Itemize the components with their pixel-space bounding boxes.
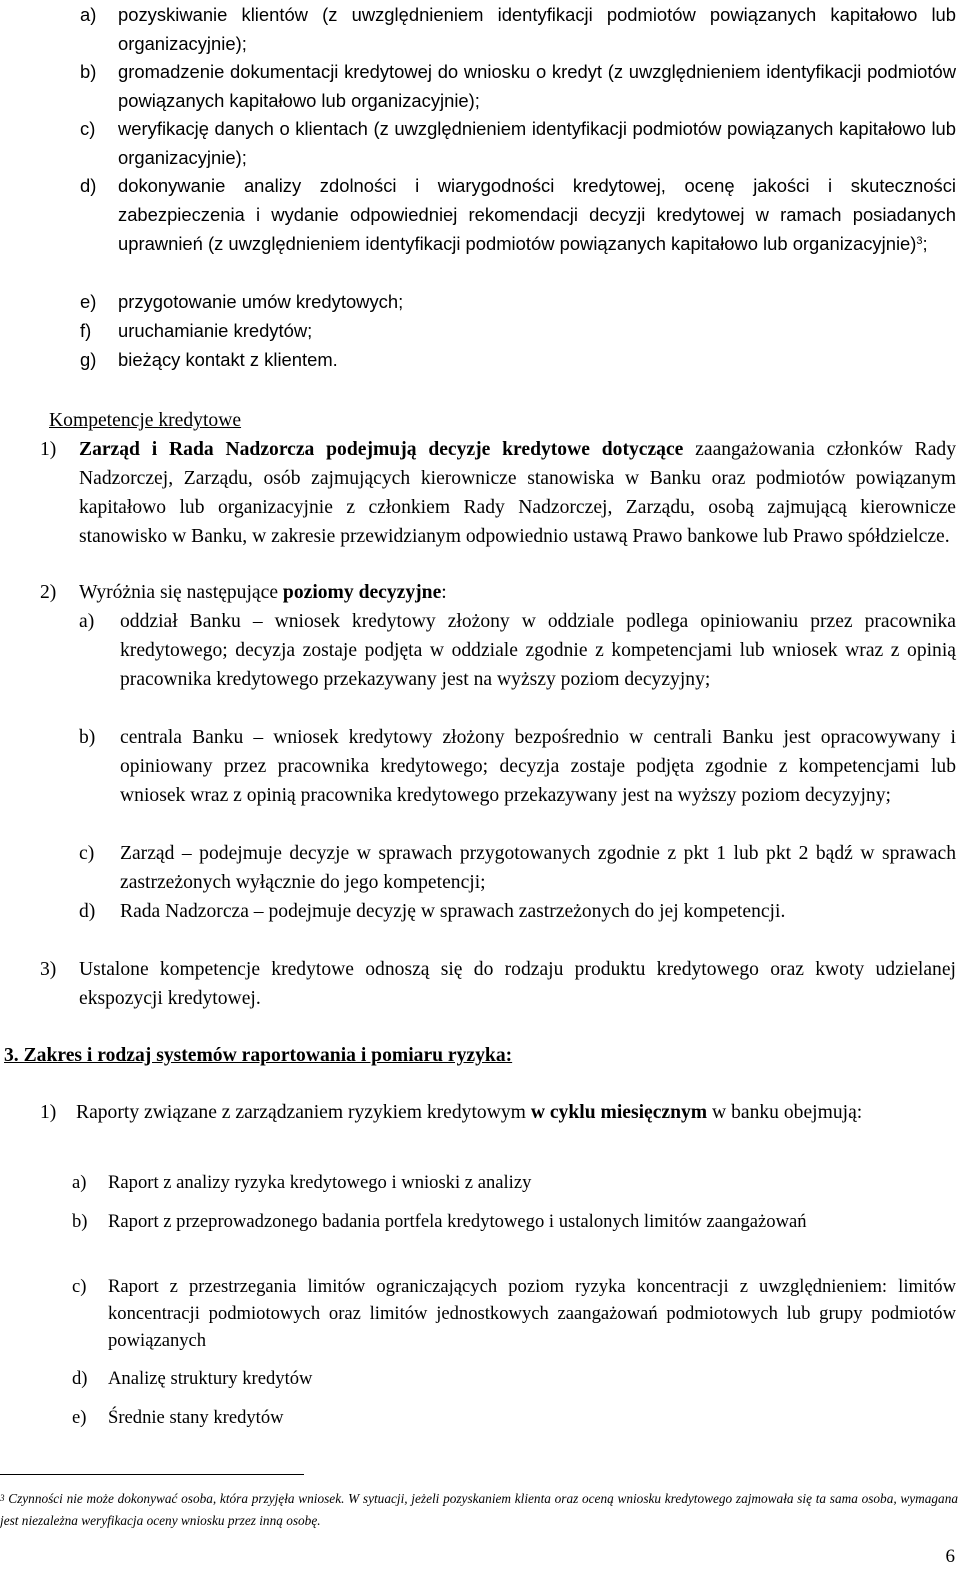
list-item bbox=[80, 287, 956, 316]
report-text: Raport z przeprowadzonego badania portfela kredytowego i ustalonych limitów zaangażowań bbox=[108, 1211, 807, 1232]
item-text bbox=[79, 578, 956, 607]
list-item bbox=[80, 0, 956, 58]
item-post: w banku obejmują: bbox=[707, 1102, 863, 1123]
item-text bbox=[79, 435, 956, 551]
report-label: c) bbox=[72, 1276, 87, 1297]
sublist-item bbox=[79, 839, 956, 897]
report-label: d) bbox=[72, 1368, 88, 1389]
item-pre: Wyróżnia się następujące bbox=[79, 582, 283, 603]
report-text: Raport z analizy ryzyka kredytowego i wnioski z analizy bbox=[108, 1172, 532, 1193]
footnote-text: Czynności nie może dokonywać osoba, która przyjęła wniosek. W sytuacji, jeżeli pozyskaniem klienta oraz oceną wniosku kredytowego zajmowała się ta sama osoba, wymagana jest niezależna weryfikacja oceny wniosku przez inną osobę. bbox=[0, 1491, 958, 1528]
list-label: b) bbox=[80, 61, 97, 82]
sub-text: oddział Banku – wniosek kredytowy złożony w oddziale podlega opiniowaniu przez pracownika kredytowego; decyzja zostaje podjęta w oddziale zgodnie z kompetencjami lub wniosek wraz z opinią pracownika kredytowego przekazywany jest na wyższy poziom decyzyjny; bbox=[120, 611, 956, 690]
item-label: 2) bbox=[40, 582, 57, 603]
item-label: 1) bbox=[40, 439, 57, 460]
item-label: 1) bbox=[40, 1102, 57, 1123]
sub-text: centrala Banku – wniosek kredytowy złożony bezpośrednio w centrali Banku jest opracowywany i opiniowany przez pracownika kredytowego; decyzja zostaje podjęta zgodnie z kompetencjami lub wniosek wraz z opinią pracownika kredytowego przekazywany jest na wyższy poziom decyzyjny; bbox=[120, 727, 956, 806]
section-heading: 3. Zakres i rodzaj systemów raportowania i pomiaru ryzyka: bbox=[4, 1045, 513, 1066]
report-item bbox=[72, 1365, 956, 1392]
report-item bbox=[72, 1404, 956, 1431]
competence-item-3 bbox=[40, 955, 956, 1013]
report-item bbox=[72, 1273, 956, 1354]
list-text: uruchamianie kredytów; bbox=[118, 320, 313, 341]
list-text: przygotowanie umów kredytowych; bbox=[118, 291, 404, 312]
list-item bbox=[80, 57, 956, 115]
footnote-ref[interactable]: 3 bbox=[916, 235, 923, 247]
list-text bbox=[118, 171, 956, 258]
report-text: Analizę struktury kredytów bbox=[108, 1368, 313, 1389]
item-rest: zaangażowania członków Rady Nadzorczej, Zarządu, osób zajmujących kierownicze stanowiska w Banku oraz podmiotów powiązanym kapitałowo lub organizacyjnie z członkiem Rady Nadzorczej, Zarządu, osobą zajmującą kierownicze stanowisko w Banku, w zakresie przewidzianym odpowiednio ustawą Prawo bankowe lub Prawo spółdzielcze. bbox=[79, 439, 956, 547]
report-label: a) bbox=[72, 1172, 87, 1193]
report-label: e) bbox=[72, 1407, 87, 1428]
item-pre: Raporty związane z zarządzaniem ryzykiem kredytowym bbox=[76, 1102, 531, 1123]
competence-heading: Kompetencje kredytowe bbox=[49, 410, 242, 431]
item-bold: Zarząd i Rada Nadzorcza podejmują decyzje kredytowe dotyczące bbox=[79, 439, 684, 460]
competence-item-1 bbox=[40, 435, 956, 551]
footnote-mark: 3 bbox=[0, 1493, 5, 1503]
list-item bbox=[80, 345, 956, 374]
item-post: : bbox=[441, 582, 447, 603]
report-text: Raport z przestrzegania limitów ograniczających poziom ryzyka koncentracji z uwzględnieniem: limitów koncentracji podmiotowych oraz limitów jednostkowych zaangażowań podmiotowych lub grupy podmiotów powiązanych bbox=[108, 1276, 956, 1351]
item-bold: poziomy decyzyjne bbox=[282, 582, 442, 603]
list-text-main: dokonywanie analizy zdolności i wiarygodności kredytowej, ocenę jakości i skuteczności zabezpieczenia i wydanie odpowiedniej rekomendacji decyzji kredytowej w ramach posiadanych uprawnień (z uwzględnieniem identyfikacji podmiotów powiązanych kapitałowo lub organizacyjnie) bbox=[118, 175, 956, 254]
sub-label: c) bbox=[79, 843, 95, 864]
report-item bbox=[72, 1208, 956, 1235]
report-label: b) bbox=[72, 1211, 88, 1232]
footnote-separator bbox=[0, 1474, 304, 1475]
sub-text: Rada Nadzorcza – podejmuje decyzję w sprawach zastrzeżonych do jej kompetencji. bbox=[120, 901, 786, 922]
list-label: c) bbox=[80, 118, 96, 139]
list-label: g) bbox=[80, 349, 97, 370]
sublist-item bbox=[79, 897, 956, 926]
item-text: Ustalone kompetencje kredytowe odnoszą się do rodzaju produktu kredytowego oraz kwoty udzielanej ekspozycji kredytowej. bbox=[79, 959, 956, 1009]
list-text-tail: ; bbox=[922, 233, 928, 254]
list-text: bieżący kontakt z klientem. bbox=[118, 349, 338, 370]
sublist-item bbox=[79, 723, 956, 810]
item-bold: w cyklu miesięcznym bbox=[530, 1102, 708, 1123]
item-label: 3) bbox=[40, 959, 57, 980]
list-text: gromadzenie dokumentacji kredytowej do wniosku o kredyt (z uwzględnieniem identyfikacji podmiotów powiązanych kapitałowo lub organizacyjnie); bbox=[118, 61, 956, 111]
page-number: 6 bbox=[945, 1546, 955, 1567]
section3-item-1 bbox=[40, 1098, 956, 1127]
list-text: pozyskiwanie klientów (z uwzględnieniem identyfikacji podmiotów powiązanych kapitałowo lub organizacyjnie); bbox=[118, 4, 956, 54]
sub-label: a) bbox=[79, 611, 95, 632]
list-label: f) bbox=[80, 320, 92, 341]
report-text: Średnie stany kredytów bbox=[108, 1407, 284, 1428]
list-label: d) bbox=[80, 175, 97, 196]
sub-label: d) bbox=[79, 901, 96, 922]
list-item bbox=[80, 114, 956, 172]
report-item bbox=[72, 1169, 956, 1196]
list-text: weryfikację danych o klientach (z uwzględnieniem identyfikacji podmiotów powiązanych kapitałowo lub organizacyjnie); bbox=[118, 118, 956, 168]
competence-item-2 bbox=[40, 578, 956, 607]
item-text bbox=[76, 1098, 956, 1127]
footnote bbox=[0, 1488, 958, 1532]
list-item bbox=[80, 316, 956, 345]
list-label: e) bbox=[80, 291, 97, 312]
list-label: a) bbox=[80, 4, 97, 25]
sub-text: Zarząd – podejmuje decyzje w sprawach przygotowanych zgodnie z pkt 1 lub pkt 2 bądź w sprawach zastrzeżonych wyłącznie do jego kompetencji; bbox=[120, 843, 956, 893]
list-item bbox=[80, 171, 956, 258]
sublist-item bbox=[79, 607, 956, 694]
sub-label: b) bbox=[79, 727, 96, 748]
